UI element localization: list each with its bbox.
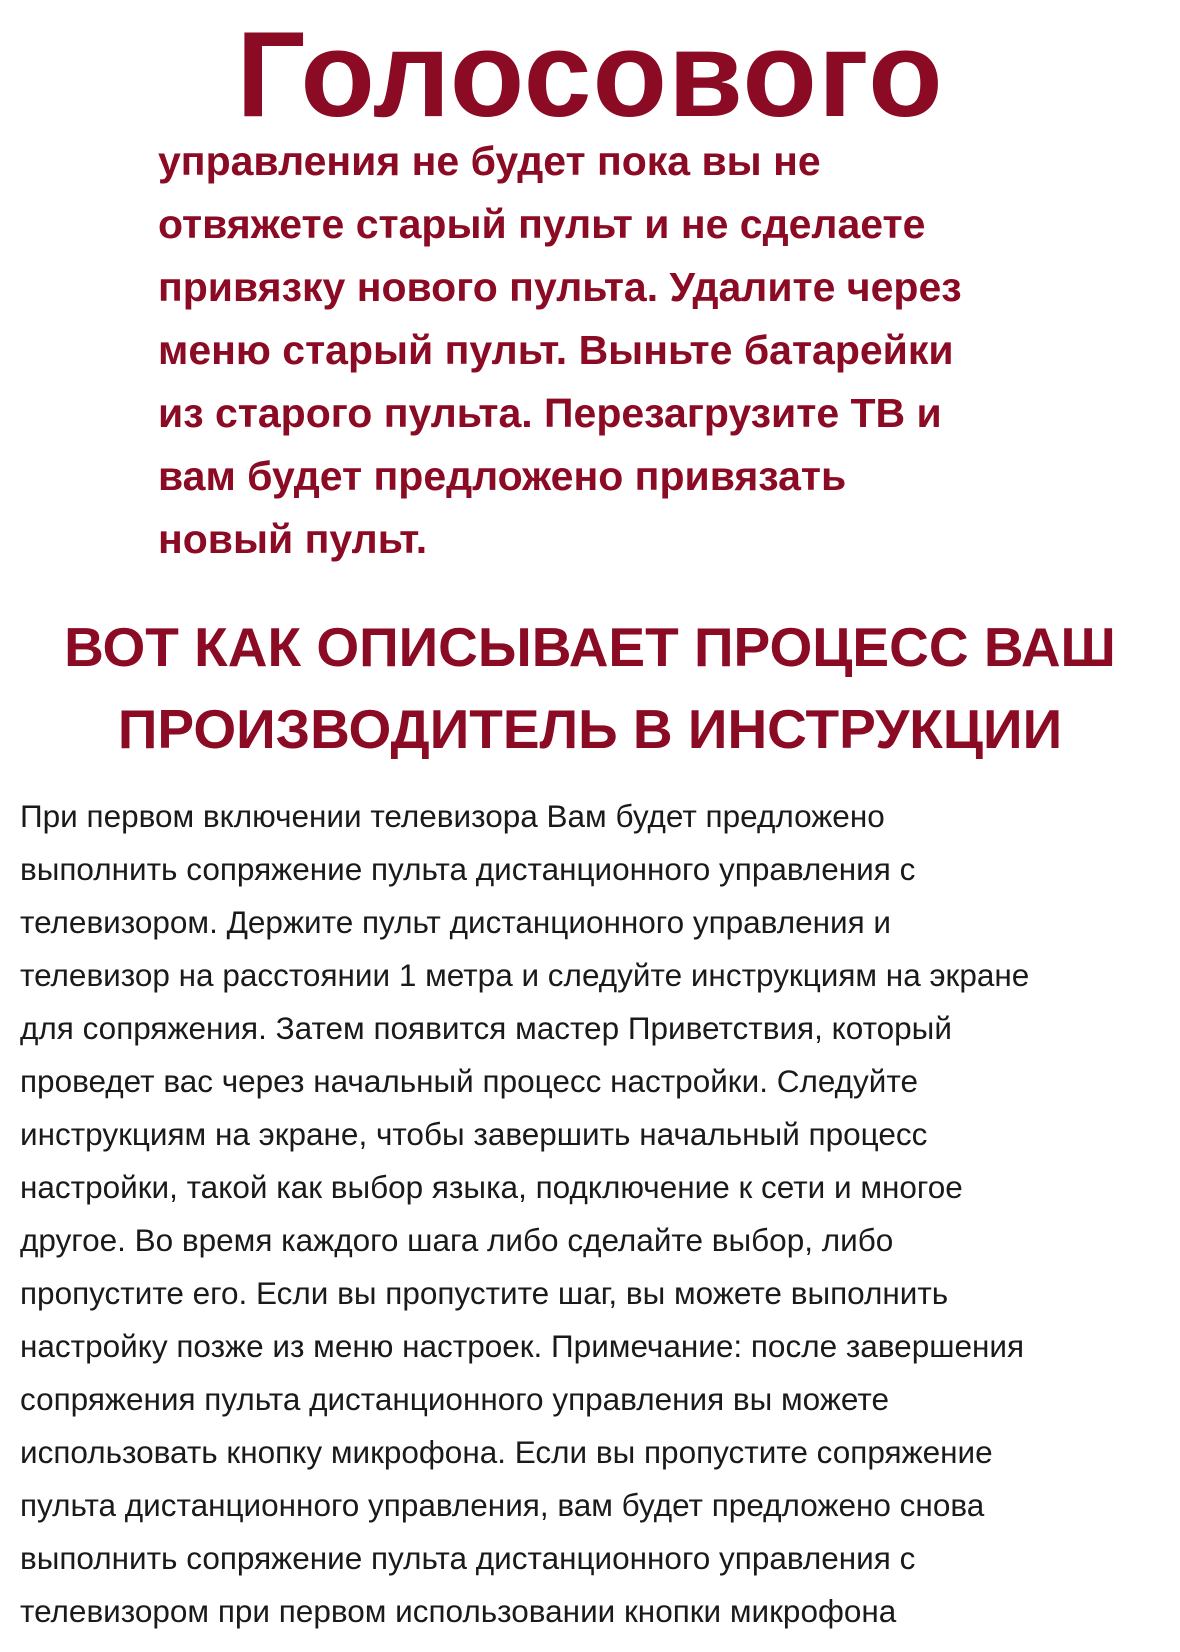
page-title: Голосового bbox=[236, 6, 944, 142]
body-line: другое. Во время каждого шага либо сделайте выбор, либо bbox=[20, 1222, 894, 1258]
intro-line: вам будет предложено привязать bbox=[158, 453, 847, 499]
body-line: телевизор на расстоянии 1 метра и следуйте инструкциям на экране bbox=[20, 957, 1030, 993]
section-heading bbox=[0, 606, 1180, 770]
body-line: проведет вас через начальный процесс настройки. Следуйте bbox=[20, 1063, 918, 1099]
body-line: инструкциям на экране, чтобы завершить начальный процесс bbox=[20, 1116, 928, 1152]
body-line: пропустите его. Если вы пропустите шаг, вы можете выполнить bbox=[20, 1275, 949, 1311]
intro-line: управления не будет пока вы не bbox=[158, 138, 821, 184]
intro-line: отвяжете старый пульт и не сделаете bbox=[158, 201, 926, 247]
body-line: выполнить сопряжение пульта дистанционного управления с bbox=[20, 1540, 916, 1576]
body-line: сопряжения пульта дистанционного управления вы можете bbox=[20, 1381, 889, 1417]
body-line: использовать кнопку микрофона. Если вы пропустите сопряжение bbox=[20, 1434, 993, 1470]
body-line: телевизором при первом использовании кнопки микрофона bbox=[20, 1593, 897, 1629]
body-line: телевизором. Держите пульт дистанционного управления и bbox=[20, 904, 891, 940]
body-line: При первом включении телевизора Вам будет предложено bbox=[20, 798, 885, 834]
body-line: настройку позже из меню настроек. Примечание: после завершения bbox=[20, 1328, 1025, 1364]
instruction-paragraph bbox=[20, 790, 1170, 1638]
intro-line: новый пульт. bbox=[158, 516, 428, 562]
body-line: для сопряжения. Затем появится мастер Приветствия, который bbox=[20, 1010, 952, 1046]
intro-line: меню старый пульт. Выньте батарейки bbox=[158, 327, 954, 373]
body-line: пульта дистанционного управления, вам будет предложено снова bbox=[20, 1487, 985, 1523]
section-heading-line: ВОТ КАК ОПИСЫВАЕТ ПРОЦЕСС ВАШ bbox=[64, 616, 1116, 678]
body-line: выполнить сопряжение пульта дистанционного управления с bbox=[20, 851, 916, 887]
intro-line: привязку нового пульта. Удалите через bbox=[158, 264, 962, 310]
intro-paragraph bbox=[158, 130, 1158, 571]
intro-line: из старого пульта. Перезагрузите ТВ и bbox=[158, 390, 942, 436]
body-line: настройки, такой как выбор языка, подключение к сети и многое bbox=[20, 1169, 963, 1205]
section-heading-line: ПРОИЗВОДИТЕЛЬ В ИНСТРУКЦИИ bbox=[117, 698, 1063, 760]
